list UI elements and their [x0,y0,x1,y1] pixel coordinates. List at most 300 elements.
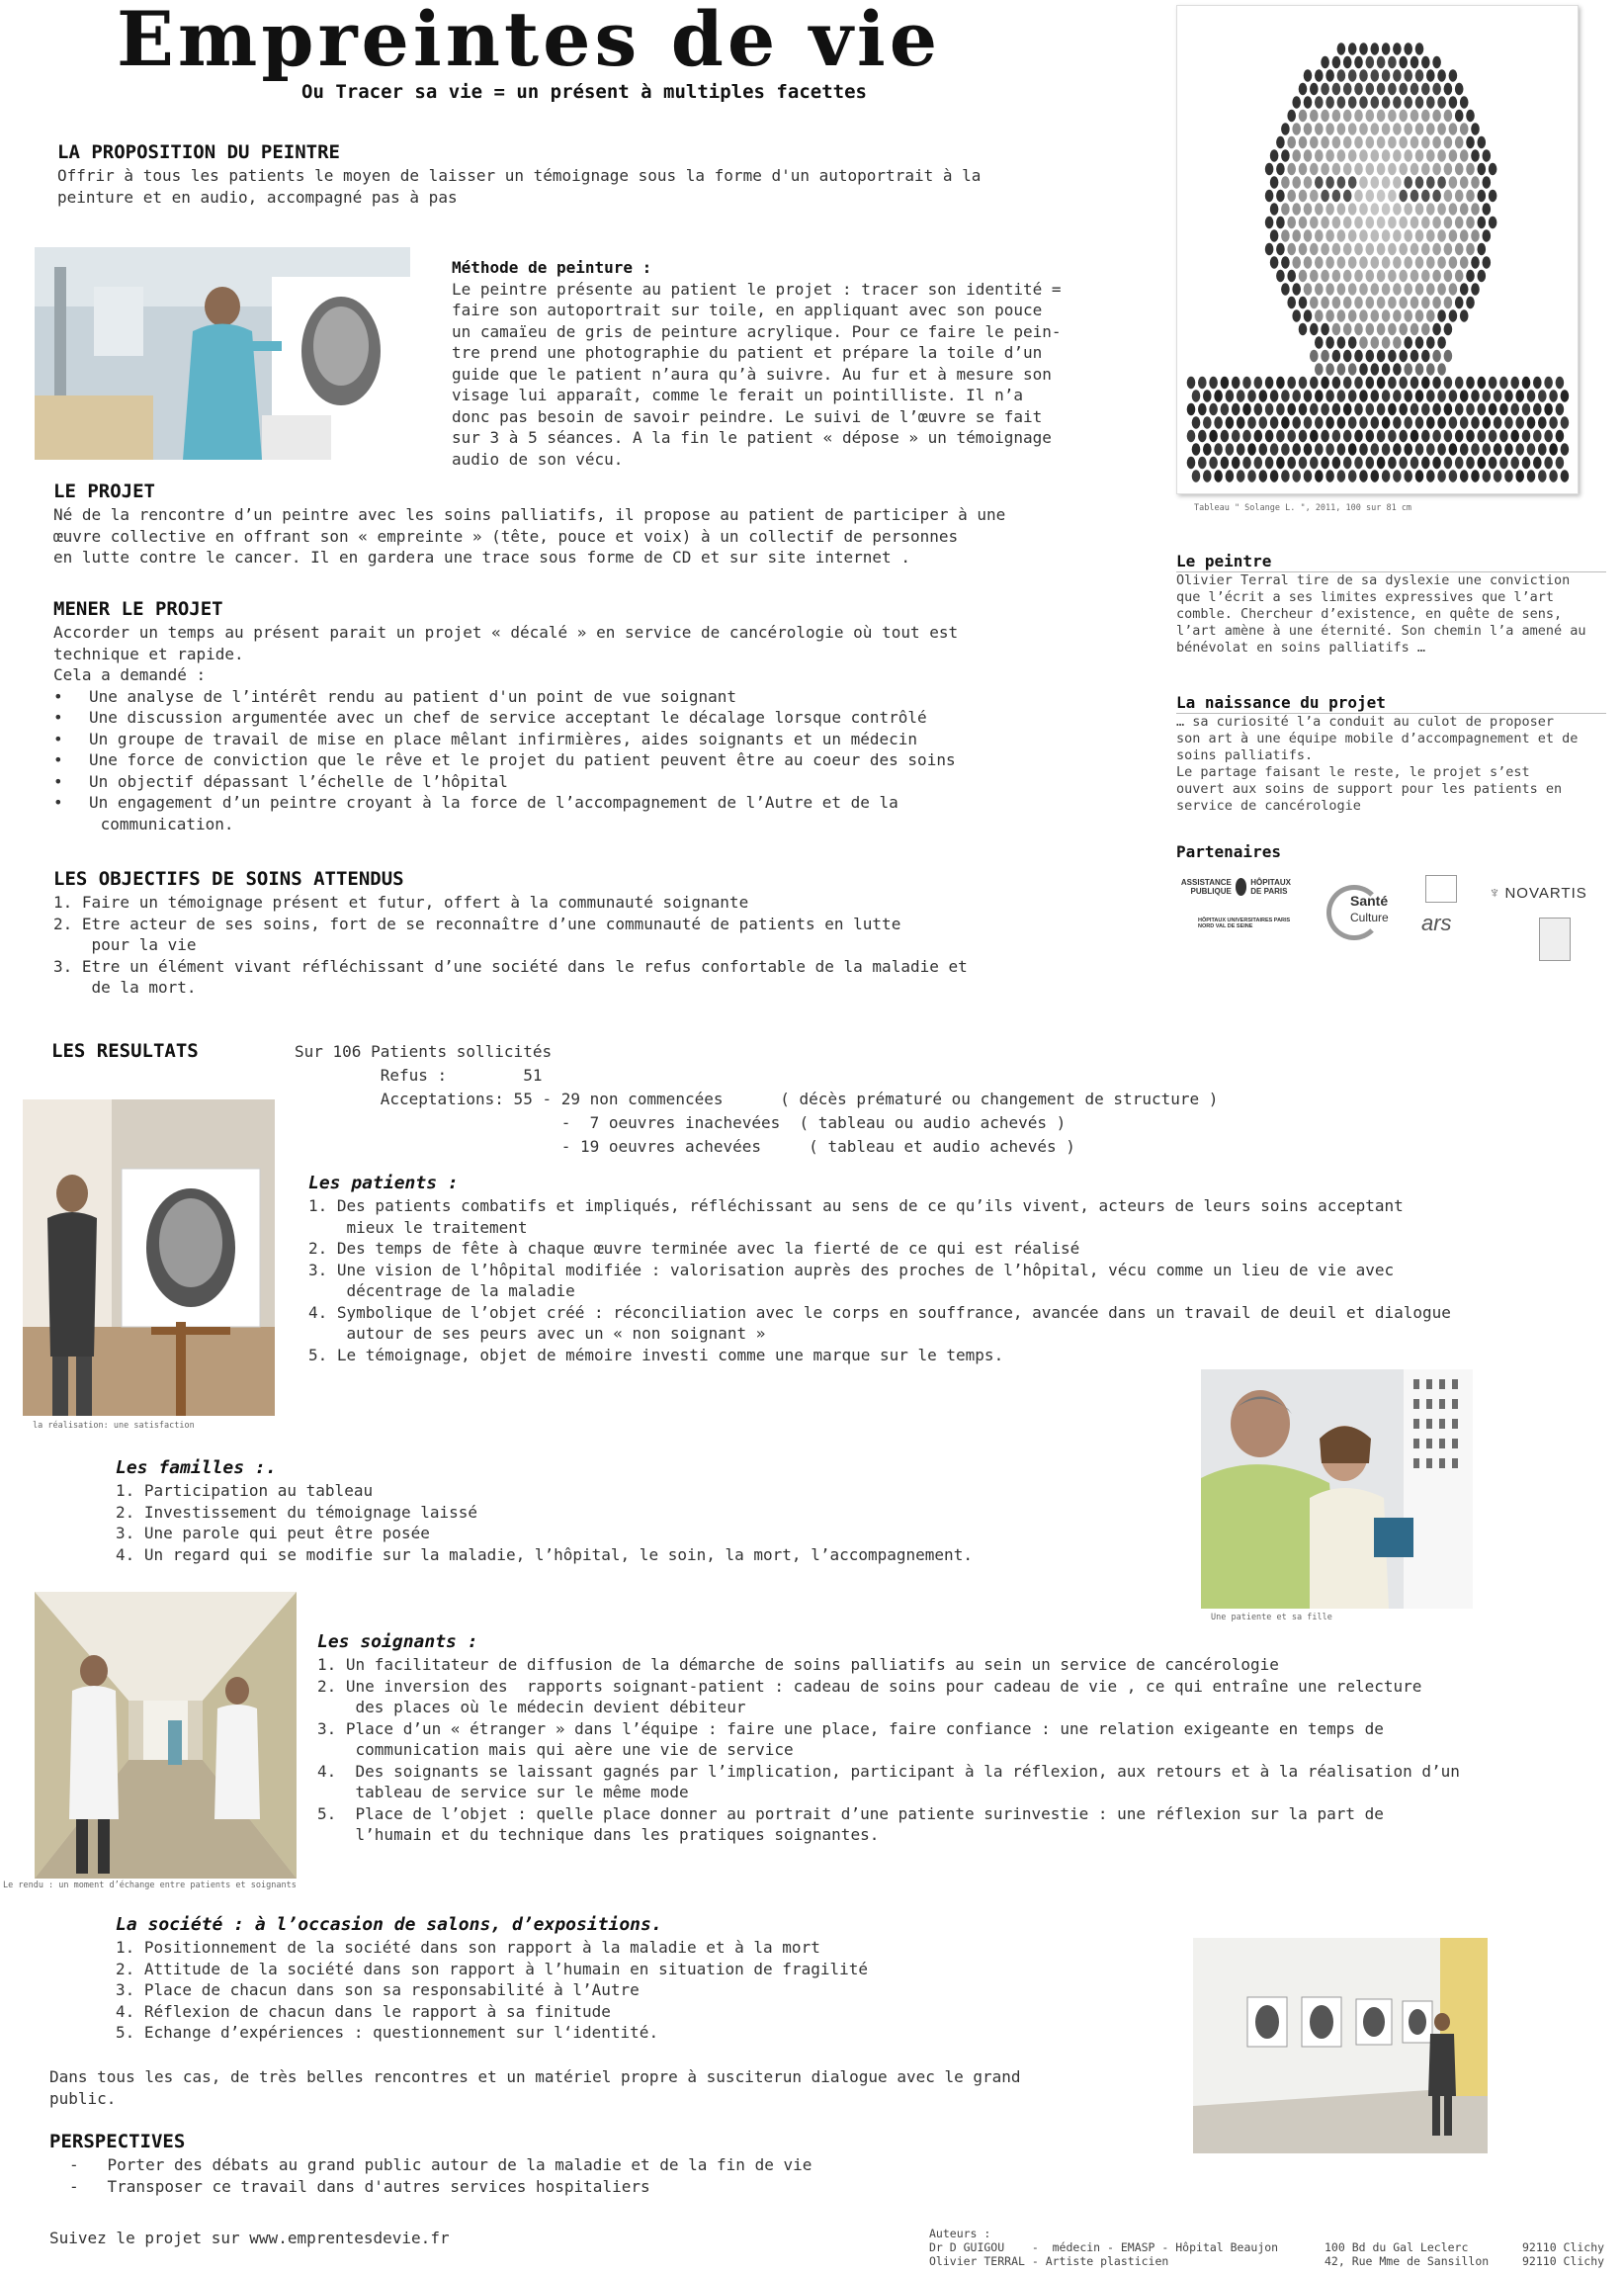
thumbprint-mark [1388,136,1397,148]
thumbprint-mark [1371,363,1380,375]
thumbprint-mark [1432,377,1441,389]
thumbprint-mark [1343,457,1352,469]
thumbprint-mark [1393,43,1402,54]
thumbprint-mark [1292,416,1301,428]
thumbprint-mark [1276,270,1285,282]
text-line: Né de la rencontre d’un peintre avec les soins palliatifs, il propose au patient de participer à une [53,505,1006,524]
thumbprint-mark [1226,390,1235,401]
thumbprint-mark [1437,96,1446,108]
list-item: 3. Etre un élément vivant réfléchissant d’une société dans le refus confortable de la maladie et [53,956,968,976]
text-line: visage lui apparaît, comme le ferait un pointilliste. Il n’a [452,386,1023,404]
thumbprint-mark [1421,350,1430,362]
thumbprint-mark [1533,377,1542,389]
caption-realisation: la réalisation: une satisfaction [33,1421,195,1431]
thumbprint-mark [1299,163,1308,175]
thumbprint-mark [1388,323,1397,335]
thumbprint-mark [1527,470,1536,481]
thumbprint-mark [1203,390,1212,401]
thumbprint-mark [1287,377,1296,389]
thumbprint-mark [1343,270,1352,282]
thumbprint-mark [1561,443,1570,455]
photo-exhibition [1193,1938,1488,2153]
sidebar-partenaires [1176,842,1606,862]
thumbprint-mark [1478,270,1487,282]
photo-realisation [23,1099,275,1416]
thumbprint-mark [1332,297,1341,308]
thumbprint-mark [1343,56,1352,68]
section-heading-resultats: LES RESULTATS [51,1040,199,1062]
thumbprint-mark [1382,336,1391,348]
societe-list [116,1937,1104,2044]
thumbprint-mark [1432,110,1441,122]
thumbprint-mark [1310,350,1319,362]
text-line: bénévolat en soins palliatifs … [1176,640,1425,656]
text-line: son art à une équipe mobile d’accompagnement et de [1176,731,1579,746]
section-heading: PERSPECTIVES [49,2131,186,2152]
thumbprint-mark [1499,403,1508,415]
thumbprint-mark [1404,229,1412,241]
thumbprint-mark [1287,243,1296,255]
thumbprint-mark [1460,256,1469,268]
text-line: technique et rapide. [53,644,244,663]
thumbprint-mark [1187,403,1196,415]
thumbprint-mark [1455,217,1464,228]
thumbprint-mark [1337,336,1346,348]
thumbprint-mark [1399,56,1408,68]
thumbprint-mark [1426,470,1435,481]
thumbprint-mark [1404,416,1412,428]
thumbprint-mark [1321,56,1329,68]
thumbprint-mark [1489,217,1497,228]
thumbprint-mark [1332,403,1341,415]
thumbprint-mark [1247,416,1256,428]
thumbprint-mark [1449,390,1458,401]
text-line: ouvert aux soins de support pour les patients en [1176,781,1563,797]
thumbprint-mark [1281,123,1290,134]
thumbprint-mark [1483,203,1492,215]
thumbprint-mark [1494,390,1502,401]
thumbprint-mark [1455,430,1464,442]
thumbprint-mark [1410,323,1419,335]
thumbprint-mark [1276,243,1285,255]
thumbprint-mark [1337,416,1346,428]
text-line: Accorder un temps au présent parait un projet « décalé » en service de cancérologie où tout est [53,623,959,642]
thumbprint-mark [1209,430,1218,442]
thumbprint-mark [1348,309,1357,321]
thumbprint-mark [1310,243,1319,255]
thumbprint-mark [1399,110,1408,122]
thumbprint-mark [1388,403,1397,415]
thumbprint-mark [1292,229,1301,241]
thumbprint-mark [1393,470,1402,481]
thumbprint-mark [1371,416,1380,428]
thumbprint-mark [1410,270,1419,282]
thumbprint-mark [1371,256,1380,268]
thumbprint-mark [1437,443,1446,455]
thumbprint-mark [1432,457,1441,469]
thumbprint-mark [1366,110,1375,122]
thumbprint-mark [1325,443,1334,455]
thumbprint-mark [1460,309,1469,321]
thumbprint-mark [1337,309,1346,321]
thumbprint-mark [1426,203,1435,215]
thumbprint-mark [1310,403,1319,415]
thumbprint-mark [1209,403,1218,415]
thumbprint-mark [1343,163,1352,175]
thumbprint-mark [1415,123,1424,134]
thumbprint-mark [1471,256,1480,268]
thumbprint-mark [1315,363,1324,375]
thumbprint-mark [1348,96,1357,108]
thumbprint-mark [1556,377,1565,389]
thumbprint-mark [1437,256,1446,268]
thumbprint-mark [1489,377,1497,389]
thumbprint-mark [1304,256,1313,268]
thumbprint-mark [1359,283,1368,295]
thumbprint-mark [1426,363,1435,375]
thumbprint-mark [1544,457,1553,469]
thumbprint-mark [1561,470,1570,481]
thumbprint-mark [1399,243,1408,255]
thumbprint-mark [1522,457,1531,469]
thumbprint-mark [1299,430,1308,442]
thumbprint-mark [1343,297,1352,308]
thumbprint-mark [1237,390,1245,401]
thumbprint-mark [1292,390,1301,401]
thumbprint-mark [1460,149,1469,161]
thumbprint-mark [1321,83,1329,95]
thumbprint-mark [1515,390,1524,401]
thumbprint-mark [1415,43,1424,54]
thumbprint-mark [1332,56,1341,68]
thumbprint-mark [1393,69,1402,81]
thumbprint-mark [1377,350,1386,362]
thumbprint-mark [1354,163,1363,175]
thumbprint-mark [1415,203,1424,215]
thumbprint-mark [1544,430,1553,442]
list-item: l’humain et du technique dans les pratiques soignantes. [317,1825,880,1844]
thumbprint-mark [1426,149,1435,161]
thumbprint-mark [1377,297,1386,308]
thumbprint-mark [1299,323,1308,335]
thumbprint-mark [1304,123,1313,134]
soignants-list [317,1654,1612,1846]
thumbprint-mark [1299,243,1308,255]
thumbprint-mark [1455,243,1464,255]
thumbprint-mark [1310,190,1319,202]
thumbprint-mark [1276,430,1285,442]
results-line: Sur 106 Patients sollicités [295,1042,553,1061]
thumbprint-mark [1494,470,1502,481]
thumbprint-mark [1437,336,1446,348]
sidebar-peintre [1176,552,1606,657]
thumbprint-mark [1404,363,1412,375]
thumbprint-mark [1366,163,1375,175]
thumbprint-mark [1504,443,1513,455]
thumbprint-mark [1449,283,1458,295]
text-line: faire son autoportrait sur toile, en appliquant avec son pouce [452,301,1043,319]
thumbprint-mark [1315,443,1324,455]
thumbprint-mark [1421,323,1430,335]
thumbprint-mark [1388,457,1397,469]
thumbprint-mark [1432,83,1441,95]
thumbprint-mark [1549,470,1558,481]
thumbprint-mark [1399,457,1408,469]
thumbprint-mark [1270,390,1279,401]
photo-patient-daughter [1201,1369,1473,1609]
thumbprint-mark [1192,416,1201,428]
results-summary [295,1040,1402,1159]
thumbprint-mark [1292,283,1301,295]
logo-text: Santé [1350,893,1389,909]
thumbprint-mark [1325,470,1334,481]
thumbprint-mark [1466,457,1475,469]
thumbprint-mark [1354,403,1363,415]
thumbprint-mark [1343,110,1352,122]
thumbprint-mark [1393,123,1402,134]
thumbprint-mark [1232,430,1240,442]
thumbprint-mark [1466,136,1475,148]
thumbprint-mark [1281,390,1290,401]
thumbprint-mark [1388,297,1397,308]
thumbprint-mark [1299,136,1308,148]
thumbprint-mark [1354,190,1363,202]
thumbprint-mark [1354,430,1363,442]
thumbprint-mark [1504,416,1513,428]
thumbprint-mark [1382,443,1391,455]
thumbprint-mark [1325,203,1334,215]
author-row [929,2240,1621,2254]
thumbprint-mark [1460,96,1469,108]
thumbprint-mark [1410,243,1419,255]
thumbprint-mark [1359,470,1368,481]
thumbprint-mark [1471,149,1480,161]
list-item: • Une discussion argumentée avec un chef de service acceptant le décalage lorsque contrôlé [53,708,927,727]
thumbprint-mark [1399,323,1408,335]
thumbprint-mark [1421,83,1430,95]
thumbprint-mark [1415,149,1424,161]
thumbprint-mark [1366,323,1375,335]
subsection-heading: La société : à l’occasion de salons, d’expositions. [116,1914,662,1935]
thumbprint-mark [1270,443,1279,455]
thumbprint-mark [1292,123,1301,134]
thumbprint-mark [1504,390,1513,401]
list-item: • Une analyse de l’intérêt rendu au patient d'un point de vue soignant [53,686,737,706]
thumbprint-mark [1421,190,1430,202]
thumbprint-mark [1354,323,1363,335]
thumbprint-mark [1510,403,1519,415]
thumbprint-mark [1410,430,1419,442]
thumbprint-mark [1426,229,1435,241]
thumbprint-mark [1242,403,1251,415]
thumbprint-mark [1455,457,1464,469]
thumbprint-mark [1544,403,1553,415]
thumbprint-mark [1354,377,1363,389]
thumbprint-mark [1343,136,1352,148]
thumbprint-mark [1265,403,1274,415]
thumbprint-mark [1310,217,1319,228]
heart-icon [1236,878,1246,896]
thumbprint-mark [1455,163,1464,175]
thumbprint-mark [1410,190,1419,202]
thumbprint-mark [1287,297,1296,308]
thumbprint-mark [1198,403,1207,415]
thumbprint-mark [1404,176,1412,188]
thumbprint-mark [1483,176,1492,188]
thumbprint-mark [1432,136,1441,148]
thumbprint-mark [1377,110,1386,122]
thumbprint-mark [1203,416,1212,428]
thumbprint-mark [1382,283,1391,295]
thumbprint-mark [1292,176,1301,188]
thumbprint-mark [1348,43,1357,54]
thumbprint-mark [1259,443,1268,455]
thumbprint-mark [1332,110,1341,122]
thumbprint-mark [1254,457,1263,469]
thumbprint-mark [1556,457,1565,469]
thumbprint-mark [1354,56,1363,68]
thumbprint-mark [1455,270,1464,282]
thumbprint-mark [1533,457,1542,469]
thumbprint-mark [1444,243,1453,255]
thumbprint-mark [1198,377,1207,389]
thumbprint-mark [1527,416,1536,428]
section-heading: MENER LE PROJET [53,598,223,620]
thumbprint-mark [1371,123,1380,134]
thumbprint-mark [1410,457,1419,469]
thumbprint-mark [1444,377,1453,389]
thumbprint-mark [1393,416,1402,428]
logo-text: HÔPITAUX DE PARIS [1250,878,1291,896]
thumbprint-mark [1410,377,1419,389]
text-line: … sa curiosité l’a conduit au culot de proposer [1176,714,1555,730]
thumbprint-mark [1449,69,1458,81]
thumbprint-mark [1437,283,1446,295]
thumbprint-mark [1325,149,1334,161]
thumbprint-mark [1399,190,1408,202]
text-line: comble. Chercheur d’existence, en quête de sens, [1176,606,1563,622]
thumbprint-mark [1489,190,1497,202]
project-website-link[interactable]: Suivez le projet sur www.emprentesdevie.fr [49,2229,450,2247]
portrait-painting [1176,5,1579,494]
thumbprint-mark [1426,283,1435,295]
text-line: peinture et en audio, accompagné pas à pas [57,187,458,207]
thumbprint-mark [1343,350,1352,362]
poster-title: Empreintes de vie [117,0,942,83]
thumbprint-mark [1432,56,1441,68]
thumbprint-mark [1304,69,1313,81]
thumbprint-mark [1265,243,1274,255]
author-address: 100 Bd du Gal Leclerc [1325,2240,1469,2254]
thumbprint-mark [1421,243,1430,255]
thumbprint-mark [1310,297,1319,308]
thumbprint-mark [1432,403,1441,415]
thumbprint-mark [1354,350,1363,362]
list-item: 2. Une inversion des rapports soignant-patient : cadeau de soins pour cadeau de vie , ce qui entraîne une relecture [317,1676,1422,1696]
thumbprint-mark [1388,270,1397,282]
thumbprint-mark [1421,163,1430,175]
thumbprint-mark [1337,96,1346,108]
thumbprint-mark [1393,283,1402,295]
section-heading: LA PROPOSITION DU PEINTRE [57,141,340,163]
thumbprint-mark [1437,390,1446,401]
thumbprint-mark [1410,297,1419,308]
logo-text: ASSISTANCE PUBLIQUE [1180,878,1232,896]
thumbprint-mark [1466,163,1475,175]
thumbprint-mark [1561,416,1570,428]
list-item: • Un groupe de travail de mise en place mêlant infirmières, aides soignants et un médecin [53,729,918,748]
thumbprint-mark [1415,443,1424,455]
text-line: soins palliatifs. [1176,747,1314,763]
list-item: 2. Attitude de la société dans son rapport à l’humain en situation de fragilité [116,1959,868,1978]
thumbprint-mark [1203,470,1212,481]
thumbprint-mark [1270,416,1279,428]
thumbprint-mark [1321,136,1329,148]
section-patients [308,1173,1593,1365]
thumbprint-mark [1382,309,1391,321]
thumbprint-mark [1437,416,1446,428]
list-item: 2. Des temps de fête à chaque œuvre terminée avec la fierté de ce qui est réalisé [308,1239,1080,1258]
thumbprint-mark [1247,390,1256,401]
list-item: 4. Symbolique de l’objet créé : réconciliation avec le corps en souffrance, avancée dans un travail de deuil et dialogue [308,1302,1451,1322]
thumbprint-mark [1426,390,1435,401]
thumbprint-mark [1237,416,1245,428]
thumbprint-mark [1393,203,1402,215]
thumbprint-mark [1382,390,1391,401]
thumbprint-mark [1232,377,1240,389]
list-item: des places où le médecin devient débiteur [317,1698,746,1716]
section-perspectives [49,2131,1038,2197]
text-line: sur 3 à 5 séances. A la fin le patient « dépose » un témoignage [452,428,1052,447]
list-item: 4. Des soignants se laissant gagnés par l’implication, participant à la réflexion, aux retours et à la réalisation d’un [317,1761,1460,1781]
author-city: 92110 Clichy [1522,2240,1605,2254]
thumbprint-mark [1343,430,1352,442]
ars-logo [1421,875,1461,954]
thumbprint-mark [1348,416,1357,428]
thumbprint-mark [1348,203,1357,215]
thumbprint-mark [1393,443,1402,455]
thumbprint-mark [1332,217,1341,228]
text-line: que l’écrit a ses limites expressives que l’art [1176,589,1555,605]
thumbprint-mark [1315,416,1324,428]
thumbprint-mark [1348,149,1357,161]
thumbprint-mark [1214,390,1223,401]
thumbprint-mark [1421,110,1430,122]
aphp-logo [1172,878,1301,896]
thumbprint-mark [1483,256,1492,268]
thumbprint-mark [1510,430,1519,442]
thumbprint-mark [1404,149,1412,161]
thumbprint-mark [1377,190,1386,202]
thumbprint-mark [1270,470,1279,481]
thumbprint-mark [1421,217,1430,228]
thumbprint-mark [1437,203,1446,215]
thumbprint-mark [1270,229,1279,241]
thumbprint-mark [1466,403,1475,415]
thumbprint-mark [1232,403,1240,415]
thumbprint-mark [1304,470,1313,481]
thumbprint-mark [1332,163,1341,175]
thumbprint-mark [1444,110,1453,122]
thumbprint-mark [1214,443,1223,455]
thumbprint-mark [1382,123,1391,134]
thumbprint-mark [1359,229,1368,241]
thumbprint-mark [1226,416,1235,428]
thumbprint-mark [1315,229,1324,241]
list-item: 1. Faire un témoignage présent et futur, offert à la communauté soignante [53,893,749,912]
thumbprint-mark [1348,69,1357,81]
thumbprint-mark [1281,203,1290,215]
